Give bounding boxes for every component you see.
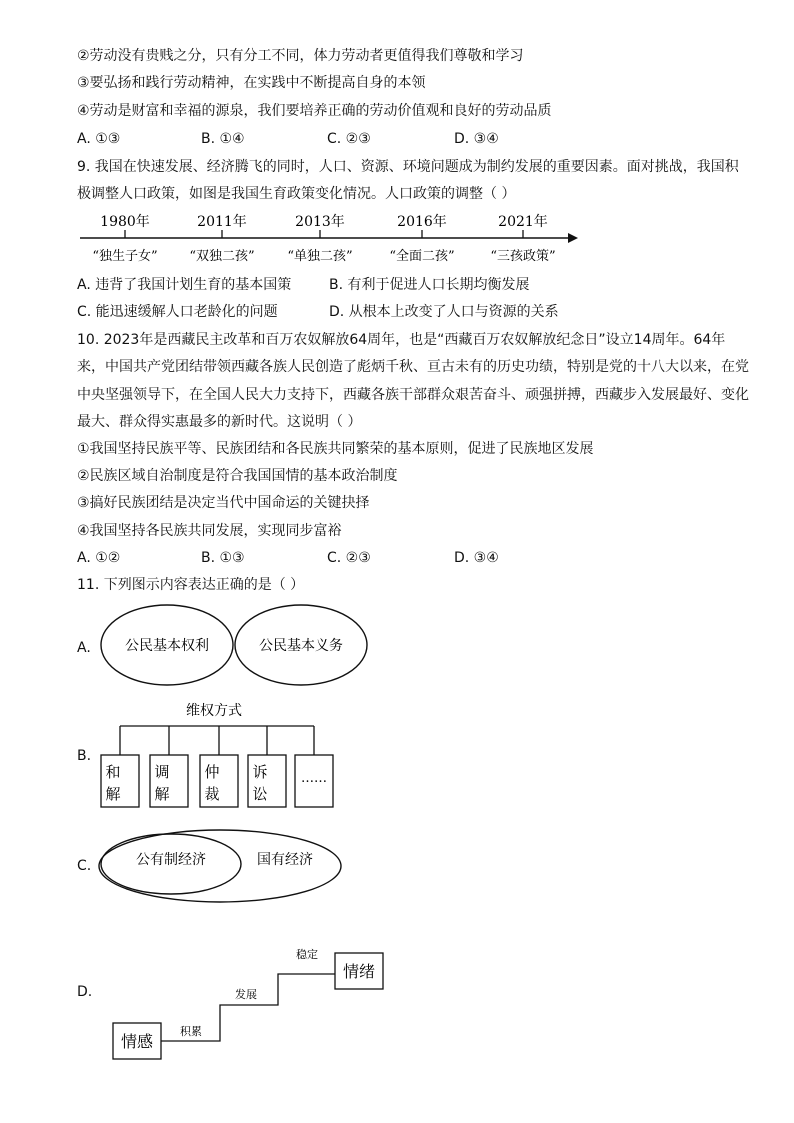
q10-choice-a: A. ①② xyxy=(77,550,121,566)
q10-statement-1: ①我国坚持民族平等、民族团结和各民族共同繁荣的基本原则，促进了民族地区发展 xyxy=(77,441,594,457)
timeline-year-2013: 2013年 xyxy=(295,214,345,230)
q10-choice-b: B. ①③ xyxy=(201,550,245,566)
timeline-year-2011: 2011年 xyxy=(197,214,247,230)
diagram-b-rights-protection xyxy=(96,700,346,820)
diagram-d-stairs xyxy=(104,937,394,1067)
timeline-policy-2013: “单独二孩” xyxy=(287,249,353,264)
q10-statement-2: ②民族区域自治制度是符合我国国情的基本政治制度 xyxy=(77,468,398,484)
q10-stem-line2: 来，中国共产党团结带领西藏各族人民创造了彪炳千秋、亘古未有的历史功绩，特别是党的十八大以来，在党 xyxy=(77,359,749,375)
diagram-c-economy xyxy=(96,826,356,906)
q11-label-d: D. xyxy=(77,984,93,1000)
statement-4: ④劳动是财富和幸福的源泉，我们要培养正确的劳动价值观和良好的劳动品质 xyxy=(77,103,552,119)
diagram-a-rights-duties xyxy=(96,602,376,692)
step-stable: 稳定 xyxy=(296,948,318,961)
q10-stem-line1: 10. 2023年是西藏民主改革和百万农奴解放64周年，也是“西藏百万农奴解放纪念日”设立14周年。64年 xyxy=(77,332,726,348)
timeline-year-2016: 2016年 xyxy=(397,214,447,230)
timeline-policy-2011: “双独二孩” xyxy=(189,249,255,264)
timeline-year-1980: 1980年 xyxy=(100,214,150,230)
choice-a: A. ①③ xyxy=(77,131,121,147)
box-text: 仲 xyxy=(204,763,220,781)
q10-statement-3: ③搞好民族团结是决定当代中国命运的关键抉择 xyxy=(77,495,370,511)
q9-stem-line1: 9. 我国在快速发展、经济腾飞的同时，人口、资源、环境问题成为制约发展的重要因素。面对挑战，我国积 xyxy=(77,159,739,175)
statement-2: ②劳动没有贵贱之分，只有分工不同，体力劳动者更值得我们尊敬和学习 xyxy=(77,48,524,64)
q11-label-b: B. xyxy=(77,748,92,764)
timeline-policy-2021: “三孩政策” xyxy=(490,249,556,264)
q11-label-c: C. xyxy=(77,858,92,874)
duties-label: 公民基本义务 xyxy=(259,638,343,654)
box-text: …… xyxy=(301,771,327,786)
q9-option-b: B. 有利于促进人口长期均衡发展 xyxy=(329,277,530,293)
rights-label: 公民基本权利 xyxy=(125,638,209,654)
box-text: 解 xyxy=(105,785,121,803)
feeling-label: 情感 xyxy=(120,1032,154,1051)
emotion-label: 情绪 xyxy=(342,962,376,981)
rights-protection-title: 维权方式 xyxy=(186,703,242,719)
statement-3: ③要弘扬和践行劳动精神，在实践中不断提高自身的本领 xyxy=(77,75,426,91)
q9-option-d: D. 从根本上改变了人口与资源的关系 xyxy=(329,304,559,320)
step-develop: 发展 xyxy=(235,988,257,1001)
q10-stem-line4: 最大、群众得实惠最多的新时代。这说明（ ） xyxy=(77,414,362,430)
choice-d: D. ③④ xyxy=(454,131,499,147)
box-text: 诉 xyxy=(252,763,268,781)
q9-option-c: C. 能迅速缓解人口老龄化的问题 xyxy=(77,304,278,320)
q9-stem-line2: 极调整人口政策，如图是我国生育政策变化情况。人口政策的调整（ ） xyxy=(77,186,516,202)
timeline-policy-1980: “独生子女” xyxy=(92,249,158,264)
q10-stem-line3: 中央坚强领导下，在全国人民大力支持下，西藏各族干部群众艰苦奋斗、顽强拼搏，西藏步入发展最好、变化 xyxy=(77,387,749,403)
policy-timeline xyxy=(0,208,794,268)
q11-label-a: A. xyxy=(77,640,91,656)
timeline-arrow-head xyxy=(568,233,578,243)
q10-choice-d: D. ③④ xyxy=(454,550,499,566)
timeline-year-2021: 2021年 xyxy=(498,214,548,230)
box-text: 讼 xyxy=(252,785,268,803)
state-economy-label: 国有经济 xyxy=(257,852,313,868)
box-text: 裁 xyxy=(204,785,220,803)
q10-statement-4: ④我国坚持各民族共同发展，实现同步富裕 xyxy=(77,523,342,539)
step-accumulate: 积累 xyxy=(180,1025,202,1038)
box-text: 解 xyxy=(154,785,170,803)
timeline-policy-2016: “全面二孩” xyxy=(389,249,455,264)
box-text: 调 xyxy=(154,763,170,781)
q11-stem: 11. 下列图示内容表达正确的是（ ） xyxy=(77,577,305,593)
q9-option-a: A. 违背了我国计划生育的基本国策 xyxy=(77,277,292,293)
box-text: 和 xyxy=(105,763,121,781)
public-economy-label: 公有制经济 xyxy=(136,852,206,868)
choice-b: B. ①④ xyxy=(201,131,245,147)
q10-choice-c: C. ②③ xyxy=(327,550,371,566)
choice-c: C. ②③ xyxy=(327,131,371,147)
